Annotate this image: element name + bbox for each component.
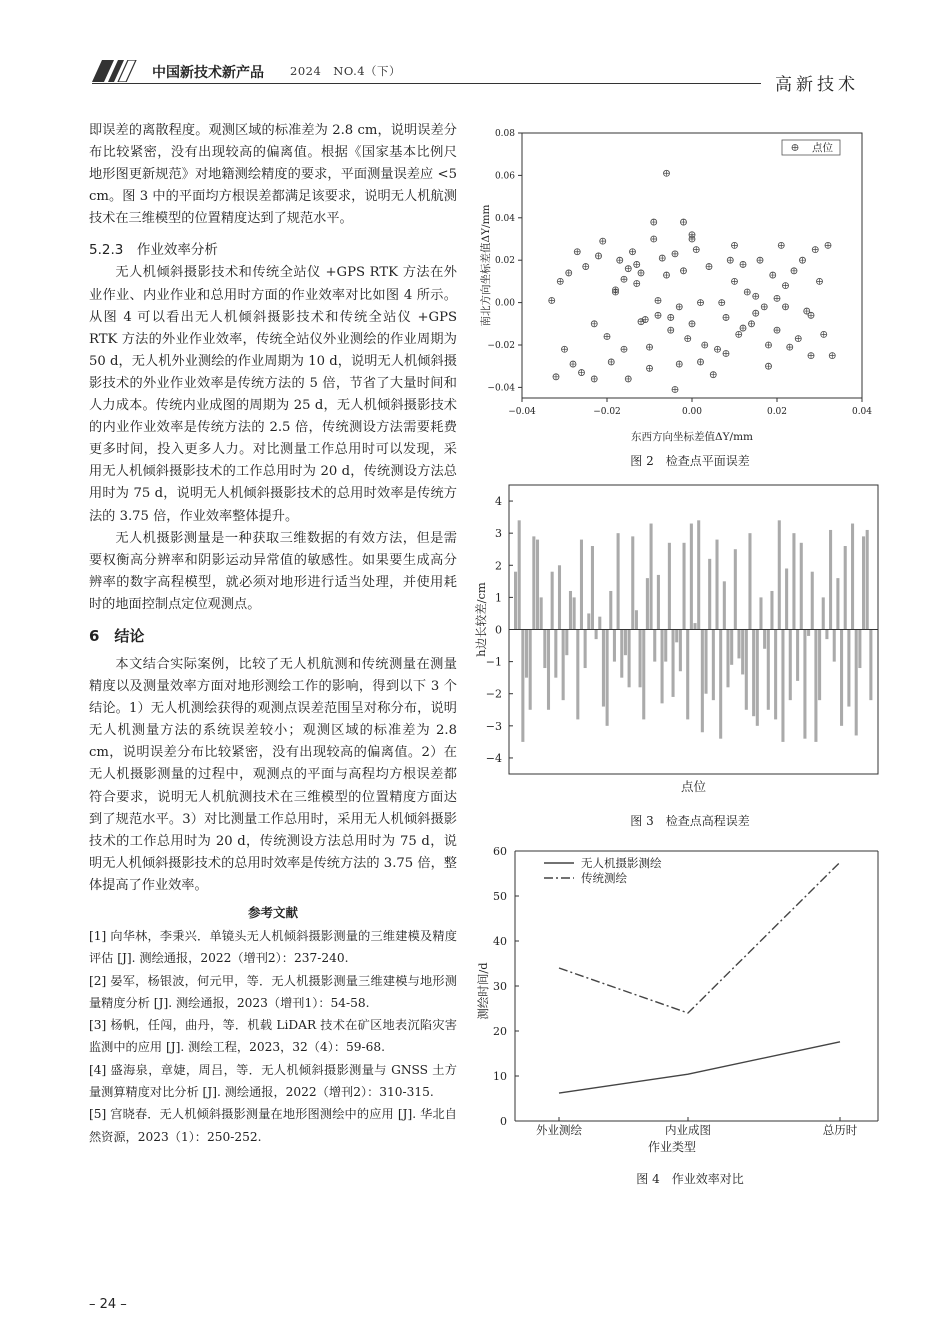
fig4-y-tick-label: 30 — [493, 980, 507, 993]
fig3-bar — [701, 630, 704, 733]
fig4-y-tick-label: 50 — [493, 890, 507, 903]
fig3-bar — [833, 630, 836, 662]
fig2-point — [791, 268, 797, 274]
fig2-y-tick-label: 0.02 — [494, 256, 515, 267]
fig3-bar — [661, 630, 664, 704]
fig3-bar — [712, 630, 715, 701]
fig3-bar — [562, 630, 565, 701]
fig3-bar — [869, 630, 872, 701]
fig2-x-tick-label: 0.04 — [851, 407, 873, 417]
fig2-point — [727, 257, 733, 263]
fig3-bar — [723, 581, 726, 629]
fig3-bar — [774, 630, 777, 720]
fig2-point — [600, 238, 606, 244]
fig3-bar — [858, 630, 861, 669]
fig3-bar — [686, 630, 689, 720]
fig2-point — [783, 283, 789, 289]
fig2-point — [689, 232, 695, 238]
fig3-bar — [866, 530, 869, 630]
reference-1: [1] 向华林，李秉兴．单镜头无人机倾斜摄影测量的三维建模及精度评估 [J]. 测绘通报，2022（增刊2）：237-240. — [89, 929, 457, 966]
fig3-bar — [639, 630, 642, 688]
fig2-point — [549, 297, 555, 303]
fig2-point — [566, 270, 572, 276]
fig3-bar — [844, 546, 847, 629]
fig2-point — [664, 170, 670, 176]
journal-title: 中国新技术新产品 — [152, 65, 264, 81]
fig4-series-uav-line — [559, 1042, 840, 1093]
fig2-point — [638, 270, 644, 276]
fig2-point — [681, 219, 687, 225]
fig3-bar — [540, 597, 543, 629]
fig3-bar — [587, 613, 590, 629]
fig3-bar — [668, 543, 671, 630]
fig3-bar — [734, 549, 737, 629]
fig2-point — [723, 314, 729, 320]
fig3-bar — [609, 591, 612, 630]
fig3-bar — [759, 597, 762, 629]
fig3-bar — [624, 630, 627, 656]
fig3-bar — [620, 630, 623, 678]
fig3-bar — [803, 630, 806, 739]
fig3-bar — [785, 568, 788, 629]
fig3-bar — [770, 591, 773, 630]
fig3-bar — [778, 520, 781, 629]
fig3-y-tick-label: 1 — [495, 591, 502, 605]
fig3-bar — [635, 610, 638, 629]
fig2-point — [736, 331, 742, 337]
fig3-bar — [525, 630, 528, 678]
fig4-y-tick-label: 20 — [493, 1025, 507, 1038]
fig3-bar — [800, 543, 803, 630]
fig2-point — [621, 276, 627, 282]
fig2-point — [698, 300, 704, 306]
fig3-bar — [730, 630, 733, 665]
fig3-bar — [697, 520, 700, 629]
fig2-point — [710, 372, 716, 378]
fig4-x-tick-label: 外业测绘 — [536, 1123, 582, 1137]
fig2-point — [774, 295, 780, 301]
figure-4-caption: 图 4 作业效率对比 — [636, 1172, 744, 1186]
fig4-y-tick-label: 0 — [500, 1115, 507, 1128]
fig2-point — [574, 249, 580, 255]
fig2-point — [795, 336, 801, 342]
fig3-bar — [657, 575, 660, 630]
fig2-point — [596, 253, 602, 259]
fig2-x-axis-label: 东西方向坐标差值ΔY/mm — [631, 431, 753, 443]
fig3-bar — [756, 630, 759, 726]
fig3-bar — [672, 630, 675, 697]
heading-6: 6 结论 — [89, 626, 145, 645]
fig3-bar — [726, 630, 729, 688]
fig3-bar — [565, 630, 568, 656]
fig2-point — [617, 257, 623, 263]
fig3-bar — [598, 617, 601, 630]
fig3-bar — [829, 530, 832, 630]
fig2-point — [706, 264, 712, 270]
fig3-bar — [631, 536, 634, 629]
fig3-bar — [836, 578, 839, 629]
fig2-y-tick-label: −0.04 — [487, 383, 515, 394]
reference-5: [5] 宫晓春．无人机倾斜摄影测量在地形图测绘中的应用 [J]. 华北自然资源，2023（1）：250-252. — [89, 1107, 457, 1144]
fig3-bar — [767, 630, 770, 710]
fig2-point — [749, 321, 755, 327]
fig3-bar — [675, 630, 678, 643]
fig3-bar — [595, 630, 598, 640]
reference-4: [4] 盛海泉，章婕，周吕，等．无人机倾斜摄影测量与 GNSS 土方量测算精度对比分析 [J]. 测绘通报，2022（增刊2）：310-315. — [89, 1062, 457, 1100]
fig3-y-tick-label: 4 — [495, 495, 502, 509]
fig3-bar — [708, 559, 711, 630]
fig2-point — [685, 336, 691, 342]
fig3-bar — [650, 524, 653, 630]
fig3-bar — [752, 630, 755, 717]
fig2-y-tick-label: 0.06 — [494, 171, 515, 182]
fig2-point — [570, 361, 576, 367]
fig2-point — [659, 255, 665, 261]
fig3-bar — [719, 630, 722, 739]
fig4-legend-traditional-label: 传统测绘 — [581, 871, 627, 885]
fig3-bar — [602, 630, 605, 707]
fig2-point — [591, 376, 597, 382]
fig3-bar — [763, 630, 766, 649]
fig2-point — [591, 321, 597, 327]
heading-5-2-3: 5.2.3 作业效率分析 — [89, 242, 218, 259]
fig2-point — [642, 317, 648, 323]
fig2-point — [770, 272, 776, 278]
fig3-bar — [781, 630, 784, 742]
fig4-x-tick-label: 总历时 — [822, 1123, 858, 1137]
fig3-bar — [694, 623, 697, 629]
fig2-point — [778, 242, 784, 248]
fig2-point — [787, 344, 793, 350]
fig3-bar — [825, 630, 828, 640]
fig3-bar — [741, 630, 744, 675]
fig3-bar — [796, 630, 799, 681]
fig2-point — [630, 249, 636, 255]
fig3-bar — [792, 533, 795, 629]
page-number: – 24 – — [89, 1297, 127, 1312]
fig2-point — [744, 289, 750, 295]
fig3-bar — [642, 630, 645, 720]
fig3-bar — [551, 572, 554, 630]
fig2-x-tick-label: 0.00 — [681, 407, 703, 417]
fig2-point — [651, 236, 657, 242]
fig3-bar — [704, 630, 707, 694]
fig3-bar — [573, 597, 576, 629]
fig2-point — [698, 359, 704, 365]
fig4-legend-uav-label: 无人机摄影测绘 — [581, 856, 662, 870]
fig2-point — [647, 344, 653, 350]
fig3-x-axis-label: 点位 — [680, 779, 707, 794]
fig2-point — [664, 272, 670, 278]
fig2-point — [634, 261, 640, 267]
fig3-bar — [628, 630, 631, 688]
fig2-point — [757, 257, 763, 263]
fig3-y-tick-label: 2 — [495, 559, 502, 573]
fig2-point — [655, 297, 661, 303]
fig2-point — [676, 361, 682, 367]
fig3-bar — [855, 630, 858, 736]
issue-number: 2024 NO.4（下） — [290, 64, 402, 78]
fig2-point — [651, 219, 657, 225]
fig3-bar — [737, 630, 740, 659]
fig2-point — [719, 300, 725, 306]
fig3-bar — [862, 536, 865, 629]
fig3-bar — [584, 630, 587, 669]
references-title: 参考文献 — [247, 905, 298, 920]
fig3-bar — [789, 630, 792, 701]
fig2-y-tick-label: 0.08 — [494, 129, 515, 139]
fig2-point — [829, 353, 835, 359]
fig3-bar — [536, 540, 539, 630]
fig3-bar — [613, 630, 616, 662]
fig2-point — [693, 247, 699, 253]
fig2-point — [655, 312, 661, 318]
fig2-point — [723, 350, 729, 356]
fig2-point — [557, 278, 563, 284]
paragraph-3: 无人机摄影测量是一种获取三维数据的有效方法，但是需要权衡高分辨率和阴影运动异常值的敏感性。如果要生成高分辨率的数字高程模型，就必须对地形进行适当处理，并使用耗时的地面控制点定位观测点。 — [89, 530, 457, 612]
fig2-point — [774, 327, 780, 333]
fig3-bar — [807, 630, 810, 636]
fig3-y-tick-label: −4 — [485, 751, 502, 765]
fig2-point — [753, 293, 759, 299]
fig2-point — [613, 287, 619, 293]
fig2-point — [732, 242, 738, 248]
fig3-bar — [521, 630, 524, 742]
fig3-bar — [576, 630, 579, 720]
fig2-point — [681, 268, 687, 274]
fig4-y-tick-label: 60 — [493, 845, 507, 858]
fig2-x-tick-label: −0.02 — [593, 407, 621, 417]
fig3-bar — [715, 540, 718, 630]
fig2-point — [732, 278, 738, 284]
fig3-bar — [529, 630, 532, 710]
reference-2: [2] 晏军，杨银波，何元甲，等．无人机摄影测量三维建模与地形测量精度分析 [J]. 测绘通报，2023（增刊1）：54-58. — [89, 973, 457, 1010]
fig2-x-tick-label: 0.02 — [766, 407, 788, 417]
fig2-y-tick-label: 0.00 — [494, 298, 515, 309]
fig2-point — [808, 312, 814, 318]
fig3-y-axis-label: h边长较差/cm — [474, 582, 488, 657]
fig3-bar — [683, 543, 686, 630]
fig3-bar — [664, 630, 667, 662]
fig2-point — [668, 314, 674, 320]
fig4-y-tick-label: 40 — [493, 935, 507, 948]
fig4-y-axis-label: 测绘时间/d — [476, 962, 490, 1020]
fig3-bar — [518, 520, 521, 629]
figure-2-caption: 图 2 检查点平面误差 — [630, 454, 750, 468]
reference-3: [3] 杨帆，任闯，曲丹，等．机载 LiDAR 技术在矿区地表沉陷灾害监测中的应用 [J]. 测绘工程，2023，32（4）：59-68. — [89, 1018, 457, 1055]
fig3-bar — [617, 533, 620, 629]
fig3-bar — [818, 630, 821, 701]
fig2-point — [668, 327, 674, 333]
fig2-point — [672, 387, 678, 393]
fig3-bar — [811, 572, 814, 630]
fig3-bar — [814, 630, 817, 742]
fig3-bar — [514, 572, 517, 630]
fig2-point — [808, 353, 814, 359]
fig2-point — [676, 304, 682, 310]
fig3-bar — [580, 540, 583, 630]
paragraph-1: 即误差的离散程度。观测区域的标准差为 2.8 cm，说明误差分布比较紧密，没有出现较高的偏离值。根据《国家基本比例尺地形图更新规范》对地籍测绘精度的要求，平面测量误差应 <5 cm。图 3 中的平面均方根误差都满足该要求，说明无人机航测技术在三维模型的位置精度达到了规范水平。 — [89, 123, 457, 227]
fig2-point — [553, 374, 559, 380]
fig2-y-tick-label: 0.04 — [494, 213, 515, 224]
fig2-point — [562, 346, 568, 352]
fig3-bar — [532, 536, 535, 629]
fig2-legend-label: 点位 — [812, 142, 833, 154]
figure-3-caption: 图 3 检查点高程误差 — [630, 814, 750, 828]
fig3-bar — [558, 565, 561, 629]
fig2-point — [647, 365, 653, 371]
fig3-bar — [748, 533, 751, 629]
fig3-y-tick-label: −3 — [485, 719, 502, 733]
fig3-bar — [840, 630, 843, 726]
fig3-bar — [851, 524, 854, 630]
section-title: 高新技术 — [775, 75, 859, 95]
fig3-y-tick-label: 3 — [495, 527, 502, 541]
fig2-point — [583, 264, 589, 270]
fig2-point — [821, 331, 827, 337]
fig3-bar — [547, 630, 550, 710]
fig2-y-tick-label: −0.02 — [487, 341, 515, 351]
fig3-bar — [745, 630, 748, 710]
fig3-bar — [554, 630, 557, 678]
fig3-bar — [822, 597, 825, 629]
fig2-point — [715, 346, 721, 352]
fig2-x-tick-label: −0.04 — [508, 407, 536, 417]
fig2-point — [702, 342, 708, 348]
fig2-point — [766, 363, 772, 369]
fig3-bar — [543, 630, 546, 669]
fig3-y-tick-label: −1 — [485, 655, 502, 669]
paragraph-4: 本文结合实际案例，比较了无人机航测和传统测量在测量精度以及测量效率方面对地形测绘工作的影响，得到以下 3 个结论。1）无人机测绘获得的观测点误差范围呈对称分布，说明无人机测量方法的系统误差较小；观测区域的标准差为 2.8 cm，说明误差分布比较紧密，没有出现较高的偏离值。2）在无人机摄影测量的过程中，观测点的平面与高程均方根误差都符合要求，说明无人机航测技术在三维模型的位置精度方面达到了规范水平。3）对比测量工作总用时，采用无人机倾斜摄影技术的工作总用时为 20 d，传统测设方法总用时为 75 d，说明无人机倾斜摄影技术的总用时效率是传统方法的 3.75 倍，整体提高了作业效率。 — [89, 656, 457, 893]
paragraph-2: 无人机倾斜摄影技术和传统全站仪 +GPS RTK 方法在外业作业、内业作业和总用时方面的作业效率对比如图 4 所示。从图 4 可以看出无人机倾斜摄影技术和传统全站仪 +GPS RTK 方法的外业作业效率，传统全站仪外业测绘的作业周期为 50 d，无人机外业测绘的作业周期为 10 d，说明无人机倾斜摄影技术的外业作业效率是传统方法的 5 倍，节省了大量时间和人力成本。传统内业成图的周期为 25 d，无人机倾斜摄影技术的内业作业效率是传统方法的 2.5 倍，传统测设方法需要耗费更多时间，投入更多人力。对比测量工作总用时可以发现，采用无人机倾斜摄影技术的工作总用时为 20 d，传统测设方法总用时为 75 d，说明无人机倾斜摄影技术的总用时效率是传统方法的 3.75 倍，作业效率整体提升。 — [89, 265, 457, 524]
fig2-point — [621, 346, 627, 352]
fig2-point — [604, 334, 610, 340]
fig2-point — [579, 370, 585, 376]
fig2-point — [672, 251, 678, 257]
fig2-point — [740, 261, 746, 267]
fig3-bar — [606, 630, 609, 726]
fig3-bar — [653, 630, 656, 662]
fig3-bar — [679, 630, 682, 672]
fig3-y-tick-label: 0 — [495, 623, 502, 637]
fig2-point — [625, 376, 631, 382]
fig3-bar — [847, 630, 850, 707]
fig2-point — [825, 242, 831, 248]
fig3-bar — [569, 591, 572, 630]
fig2-point — [761, 304, 767, 310]
fig4-x-axis-label: 作业类型 — [647, 1140, 697, 1154]
fig3-bar — [591, 546, 594, 629]
fig2-point — [608, 359, 614, 365]
fig3-y-tick-label: −2 — [485, 687, 502, 701]
fig2-point — [625, 266, 631, 272]
fig2-point — [800, 257, 806, 263]
fig2-point — [689, 321, 695, 327]
fig2-point — [740, 325, 746, 331]
fig2-point — [817, 278, 823, 284]
fig3-bar — [690, 524, 693, 630]
fig2-point — [812, 247, 818, 253]
fig2-point — [783, 304, 789, 310]
fig3-bar — [646, 578, 649, 629]
fig2-point — [634, 281, 640, 287]
fig2-y-axis-label: 南北方向坐标差值ΔY/mm — [480, 204, 492, 327]
fig2-point — [753, 310, 759, 316]
fig2-point — [766, 342, 772, 348]
fig4-y-tick-label: 10 — [493, 1070, 507, 1083]
fig4-x-tick-label: 内业成图 — [665, 1123, 711, 1137]
